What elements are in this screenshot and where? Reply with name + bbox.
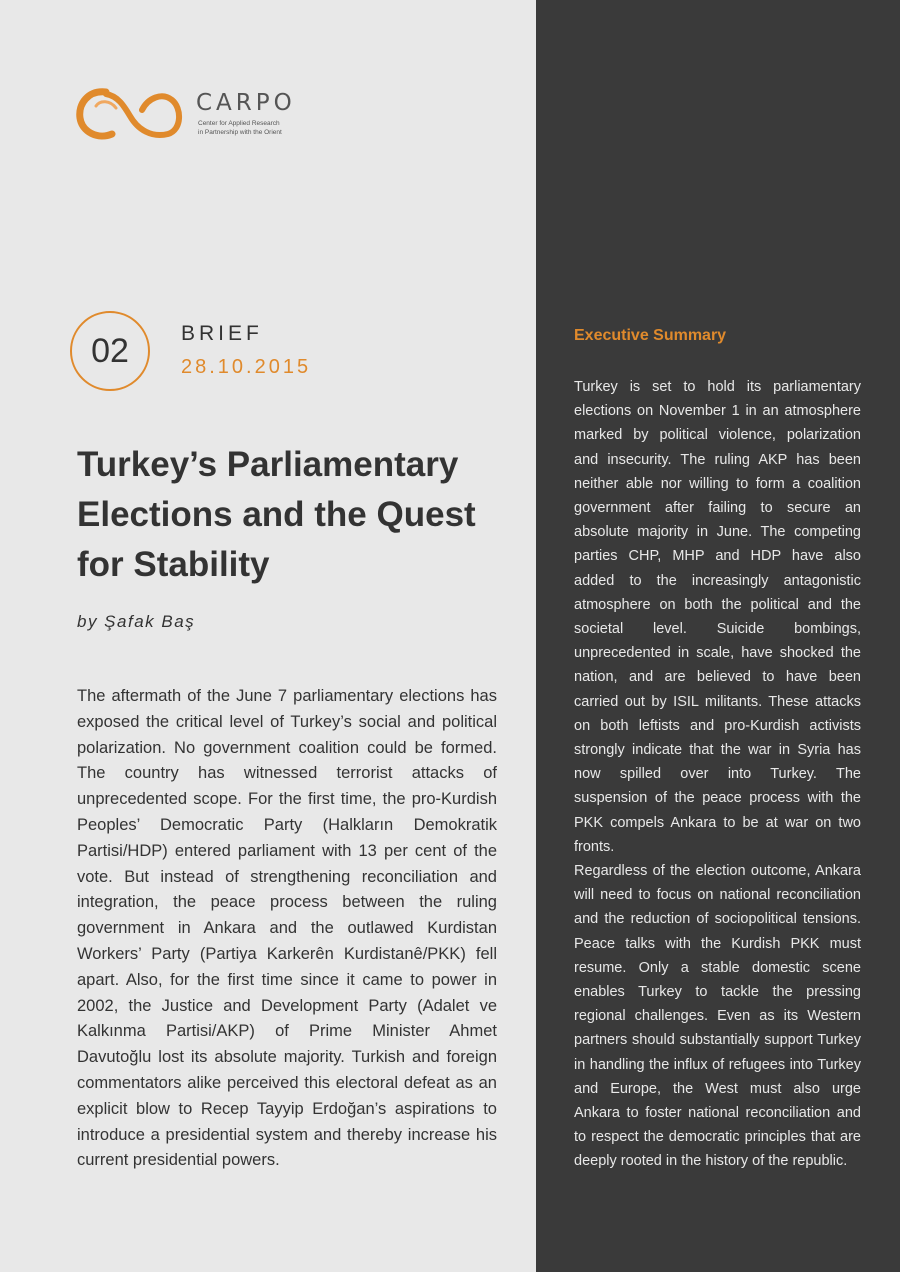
article-title: Turkey’s Parliamentary Elections and the Quest for Stability xyxy=(77,445,476,584)
carpo-logo xyxy=(76,82,306,142)
brief-date: 28.10.2015 xyxy=(181,356,312,378)
article-byline: by Şafak Baş xyxy=(77,612,196,631)
executive-summary-paragraph-2: Regardless of the election outcome, Ankara will need to focus on national reconciliation and the reduction of sociopolitical tensions. Peace talks with the Kurdish PKK must resume. Only a stable domestic scene enables Turkey to tackle the pressing regional challenges. Even as its Western partners should substantially support Turkey in handling the influx of refugees into Turkey and Europe, the West must also urge Ankara to foster national reconciliation and to respect the democratic principles that are deeply rooted in the history of the republic. xyxy=(574,863,861,1170)
logo-subtitle xyxy=(198,119,318,137)
brief-label: BRIEF xyxy=(181,322,263,345)
logo-subtitle-line1: Center for Applied Research xyxy=(198,120,280,127)
brief-number-badge xyxy=(70,311,150,391)
article-body: The aftermath of the June 7 parliamentary elections has exposed the critical level of Turkey’s social and political polarization. No government coalition could be formed. The country has witnessed terrorist attacks of unprecedented scope. For the first time, the pro-Kurdish Peoples’ Democratic Party (Halkların Demokratik Partisi/HDP) entered parliament with 13 per cent of the vote. But instead of strengthening reconciliation and integration, the peace process between the ruling government in Ankara and the outlawed Kurdistan Workers’ Party (Partiya Karkerên Kurdistanê/PKK) fell apart. Also, for the first time since it came to power in 2002, the Justice and Development Party (Adalet ve Kalkınma Partisi/AKP) of Prime Minister Ahmet Davutoğlu lost its absolute majority. Turkish and foreign commentators alike perceived this electoral defeat as an explicit blow to Recep Tayyip Erdoğan’s aspirations to introduce a presidential system and thereby increase his current presidential powers. xyxy=(77,687,497,1170)
logo-name: CARPO xyxy=(196,90,296,116)
brief-number: 02 xyxy=(91,331,129,370)
logo-subtitle-line2: in Partnership with the Orient xyxy=(198,129,282,136)
executive-summary-paragraph-1: Turkey is set to hold its parliamentary elections on November 1 in an atmosphere marked by political violence, polarization and insecurity. The ruling AKP has been neither able nor willing to form a coalition government after failing to secure an absolute majority in June. The competing parties CHP, MHP and HDP have also added to the increasingly antagonistic atmosphere on both the political and the societal level. Suicide bombings, unprecedented in scale, have shocked the nation, and are believed to have been carried out by ISIL militants. These attacks on both leftists and pro-Kurdish activists strongly indicate that the war in Syria has now spilled over into Turkey. The suspension of the peace process with the PKK compels Ankara to be at war on two fronts. xyxy=(574,379,861,855)
executive-summary-heading: Executive Summary xyxy=(574,327,727,344)
carpo-logo-mark-icon xyxy=(76,82,186,142)
